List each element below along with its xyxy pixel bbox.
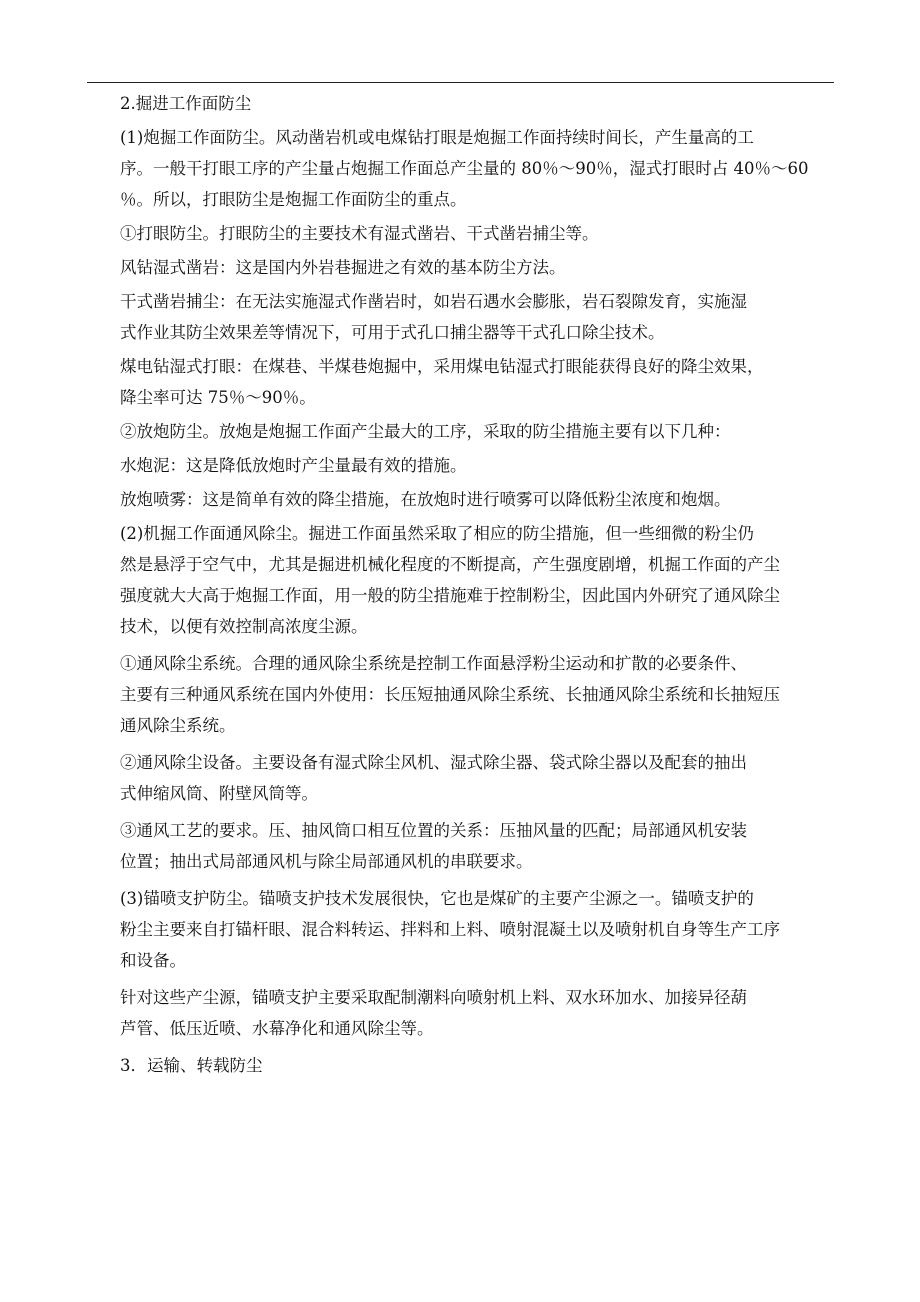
text-line: 序。一般干打眼工序的产尘量占炮掘工作面总产尘量的 80％～90％，湿式打眼时占 40％～60 xyxy=(120,159,809,178)
paragraph-ventilation-process xyxy=(87,815,834,877)
text-line: 式伸缩风筒、附壁风筒等。 xyxy=(120,784,318,803)
paragraph-coal-drill xyxy=(87,351,834,413)
text-line: 式作业其防尘效果差等情况下，可用于式孔口捕尘器等干式孔口除尘技术。 xyxy=(120,323,665,342)
text-line: 和设备。 xyxy=(120,951,186,970)
text-line: ％。所以，打眼防尘是炮掘工作面防尘的重点。 xyxy=(120,190,467,209)
paragraph-blasting-face xyxy=(87,122,834,215)
paragraph-blasting-dust xyxy=(87,416,834,447)
section-heading-3 xyxy=(87,1050,834,1081)
text-line: (3)锚喷支护防尘。锚喷支护技术发展很快，它也是煤矿的主要产尘源之一。锚喷支护的 xyxy=(120,889,754,908)
text-line: 风钻湿式凿岩：这是国内外岩巷掘进之有效的基本防尘方法。 xyxy=(120,258,566,277)
text-line: ①通风除尘系统。合理的通风除尘系统是控制工作面悬浮粉尘运动和扩散的必要条件、 xyxy=(120,654,747,673)
paragraph-ventilation-equipment xyxy=(87,747,834,809)
paragraph-ventilation-system xyxy=(87,648,834,741)
text-line: 芦管、低压近喷、水幕净化和通风除尘等。 xyxy=(120,1019,434,1038)
text-line: ②通风除尘设备。主要设备有湿式除尘风机、湿式除尘器、袋式除尘器以及配套的抽出 xyxy=(120,753,747,772)
paragraph-blasting-spray xyxy=(87,484,834,515)
paragraph-shotcrete-measures xyxy=(87,982,834,1044)
text-line: 3．运输、转载防尘 xyxy=(120,1056,263,1075)
paragraph-machine-face xyxy=(87,518,834,642)
text-line: 位置；抽出式局部通风机与除尘局部通风机的串联要求。 xyxy=(120,852,533,871)
header-rule xyxy=(87,82,834,83)
text-line: 然是悬浮于空气中，尤其是掘进机械化程度的不断提高，产生强度剧增，机掘工作面的产尘 xyxy=(120,555,780,574)
text-line: 2.掘进工作面防尘 xyxy=(120,94,252,113)
text-line: 通风除尘系统。 xyxy=(120,716,236,735)
document-body xyxy=(87,88,834,1081)
text-line: ①打眼防尘。打眼防尘的主要技术有湿式凿岩、干式凿岩捕尘等。 xyxy=(120,224,599,243)
text-line: 粉尘主要来自打锚杆眼、混合料转运、拌料和上料、喷射混凝土以及喷射机自身等生产工序 xyxy=(120,920,780,939)
paragraph-wet-drilling xyxy=(87,252,834,283)
text-line: 降尘率可达 75％～90％。 xyxy=(120,388,316,407)
text-line: 煤电钻湿式打眼：在煤巷、半煤巷炮掘中，采用煤电钻湿式打眼能获得良好的降尘效果， xyxy=(120,357,764,376)
section-heading-2 xyxy=(87,88,834,119)
text-line: ③通风工艺的要求。压、抽风筒口相互位置的关系：压抽风量的匹配；局部通风机安装 xyxy=(120,821,747,840)
text-line: 水炮泥：这是降低放炮时产尘量最有效的措施。 xyxy=(120,456,467,475)
text-line: 强度就大大高于炮掘工作面，用一般的防尘措施难于控制粉尘，因此国内外研究了通风除尘 xyxy=(120,586,780,605)
paragraph-water-stemming xyxy=(87,450,834,481)
text-line: (1)炮掘工作面防尘。风动凿岩机或电煤钻打眼是炮掘工作面持续时间长，产生量高的工 xyxy=(120,128,754,147)
text-line: 技术，以便有效控制高浓度尘源。 xyxy=(120,617,368,636)
paragraph-drilling-dust xyxy=(87,218,834,249)
text-line: (2)机掘工作面通风除尘。掘进工作面虽然采取了相应的防尘措施，但一些细微的粉尘仍 xyxy=(120,524,754,543)
text-line: 干式凿岩捕尘：在无法实施湿式作凿岩时，如岩石遇水会膨胀，岩石裂隙发育，实施湿 xyxy=(120,292,747,311)
paragraph-shotcrete-support xyxy=(87,883,834,976)
text-line: 放炮喷雾：这是简单有效的降尘措施，在放炮时进行喷雾可以降低粉尘浓度和炮烟。 xyxy=(120,490,731,509)
text-line: 针对这些产尘源，锚喷支护主要采取配制潮料向喷射机上料、双水环加水、加接异径葫 xyxy=(120,988,747,1007)
text-line: ②放炮防尘。放炮是炮掘工作面产尘最大的工序，采取的防尘措施主要有以下几种： xyxy=(120,422,731,441)
paragraph-dry-drilling xyxy=(87,286,834,348)
text-line: 主要有三种通风系统在国内外使用：长压短抽通风除尘系统、长抽通风除尘系统和长抽短压 xyxy=(120,685,780,704)
